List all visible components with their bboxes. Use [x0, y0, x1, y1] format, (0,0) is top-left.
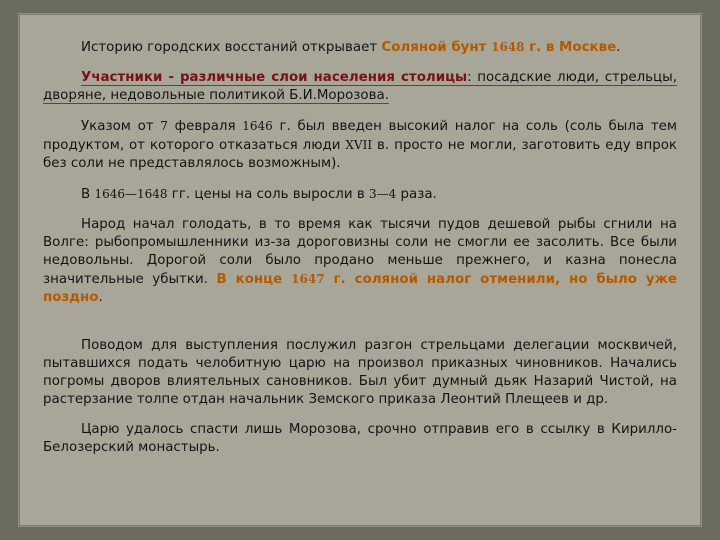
price-factor: 3—4	[368, 187, 397, 201]
slide-content	[43, 38, 677, 457]
highlight-tax-cancel: В конце	[216, 272, 292, 287]
paragraph-famine	[43, 216, 677, 307]
paragraph-morozov	[43, 421, 677, 457]
text: г. был введен высокий налог на соль (соль была тем продуктом, от которого отказаться люди	[43, 119, 677, 153]
paragraph-decree	[43, 117, 677, 173]
paragraph-participants	[43, 69, 677, 105]
text: гг. цены на соль выросли в	[167, 187, 369, 202]
slide	[18, 13, 702, 527]
text: .	[98, 290, 103, 305]
year-1648: 1648	[491, 40, 525, 54]
highlight-salt-riot: Соляной бунт	[381, 40, 492, 55]
century-17: XVII	[345, 138, 373, 152]
text: февраля	[167, 119, 243, 134]
text: раза.	[396, 187, 437, 202]
text: В	[81, 187, 95, 202]
paragraph-prices	[43, 185, 677, 204]
text: Указом от	[81, 119, 161, 134]
paragraph-intro	[43, 38, 677, 57]
years-range: 1646—1648	[94, 187, 168, 201]
participants-underlined	[43, 70, 677, 104]
text: Историю городских восстаний открывает	[81, 40, 382, 55]
highlight-too-late: г. соляной налог отменили, но было уже поздно	[43, 272, 677, 305]
year-1647: 1647	[291, 272, 325, 286]
text: .	[616, 40, 621, 55]
text: : посадские люди, стрельцы, дворяне, недовольные политикой Б.И.Морозова.	[43, 70, 677, 103]
slide-frame	[18, 13, 702, 527]
day-number: 7	[160, 119, 168, 133]
text: Царю удалось спасти лишь Морозова, срочно отправив его в ссылку в Кирилло-Белозерский монастырь.	[43, 422, 677, 455]
paragraph-cause	[43, 337, 677, 409]
highlight-participants: Участники - различные слои населения столицы	[81, 70, 468, 85]
text: Народ начал голодать, в то время как тысячи пудов дешевой рыбы сгнили на Волге: рыбопромышленники из-за дороговизны соли не смогли ее засолить. Все были недовольны. Дорогой соли было продано меньше прежнего, и казна понесла значительные убытки.	[43, 217, 677, 287]
year-1646: 1646	[242, 119, 273, 133]
highlight-moscow: г. в Москве	[524, 40, 617, 55]
text: в. просто не могли, заготовить еду впрок без соли не представлялось возможным).	[43, 138, 677, 171]
text: Поводом для выступления послужил разгон стрельцами делегации москвичей, пытавшихся подать челобитную царю на произвол приказных чиновников. Начались погромы дворов влиятельных сановников. Был убит думный дьяк Назарий Чистой, на растерзание толпе отдан начальник Земского приказа Леонтий Плещеев и др.	[43, 338, 677, 407]
